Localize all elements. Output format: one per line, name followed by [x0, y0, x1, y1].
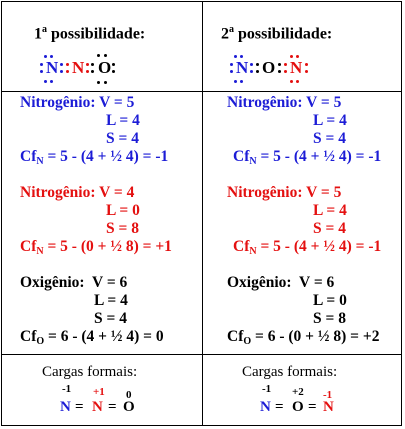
- left-title-number: 1: [34, 25, 42, 43]
- right-lewis-structure: [230, 58, 330, 82]
- left-o-formal-charge: [20, 328, 164, 351]
- left-formal-charges-structure: [60, 383, 150, 419]
- left-charge-n1: -1: [62, 383, 72, 395]
- cf-label: Cf: [233, 238, 250, 255]
- cf-label: Cf: [227, 328, 244, 345]
- cf-sub: N: [249, 156, 257, 167]
- left-charge-o: 0: [126, 389, 132, 401]
- cf-label: Cf: [233, 148, 250, 165]
- cf-label: Cf: [20, 238, 37, 255]
- right-n2-shared: S = 4: [313, 220, 346, 237]
- cf-expr: = 5 - (4 + ½ 4) = -1: [256, 148, 382, 165]
- right-n2-valence: Nitrogênio: V = 5: [227, 184, 342, 201]
- right-charge-n2: -1: [323, 389, 333, 401]
- row-divider-formal-charges: [2, 354, 401, 355]
- left-fc-bond1: =: [75, 399, 84, 415]
- right-title-text: possibilidade:: [234, 25, 333, 43]
- left-n2-valence: Nitrogênio: V = 4: [20, 184, 135, 201]
- right-fc-atom-n2: N: [323, 399, 334, 415]
- right-n2-formal-charge: [233, 238, 381, 261]
- cf-expr: = 5 - (4 + ½ 4) = -1: [43, 148, 169, 165]
- left-o-lone: L = 4: [94, 292, 128, 309]
- right-atom-n1: N: [236, 58, 249, 77]
- right-fc-bond1: =: [275, 399, 284, 415]
- left-title-text: possibilidade:: [47, 25, 146, 43]
- right-n1-shared: S = 4: [313, 130, 346, 147]
- right-n1-formal-charge: [233, 148, 381, 171]
- cf-sub: O: [36, 336, 45, 347]
- left-n2-formal-charge: [20, 238, 172, 261]
- cf-sub: N: [249, 246, 257, 257]
- left-n1-valence: Nitrogênio: V = 5: [20, 94, 135, 111]
- right-n1-valence: Nitrogênio: V = 5: [227, 94, 342, 111]
- left-fc-bond2: =: [108, 399, 117, 415]
- left-fc-atom-o: O: [123, 399, 135, 415]
- left-n2-lone: L = 0: [106, 202, 140, 219]
- left-n2-shared: S = 8: [106, 220, 139, 237]
- left-atom-n1: N: [46, 58, 59, 77]
- left-formal-charges-title: Cargas formais:: [42, 364, 138, 380]
- cf-expr: = 6 - (0 + ½ 8) = +2: [251, 328, 380, 345]
- left-n1-shared: S = 4: [106, 130, 139, 147]
- left-fc-atom-n2: N: [92, 399, 103, 415]
- left-charge-n2: +1: [93, 386, 105, 398]
- cf-sub: N: [36, 246, 44, 257]
- right-title: [221, 24, 332, 43]
- left-o-valence: Oxigênio: V = 6: [20, 274, 128, 291]
- left-atom-o: O: [98, 58, 112, 77]
- cf-label: Cf: [20, 328, 37, 345]
- right-formal-charges-title: Cargas formais:: [242, 364, 338, 380]
- left-title-sup: a: [42, 24, 47, 35]
- right-charge-n1: -1: [262, 383, 272, 395]
- cf-sub: N: [36, 156, 44, 167]
- comparison-table: [1, 1, 402, 426]
- right-fc-bond2: =: [308, 399, 317, 415]
- left-n1-formal-charge: [20, 148, 168, 171]
- cf-expr: = 5 - (0 + ½ 8) = +1: [43, 238, 172, 255]
- column-divider: [202, 2, 203, 425]
- right-o-formal-charge: [227, 328, 379, 351]
- left-title: [34, 24, 145, 43]
- left-o-shared: S = 4: [94, 310, 127, 327]
- left-n1-lone: L = 4: [106, 112, 140, 129]
- right-atom-o: O: [262, 58, 276, 77]
- left-atom-n2: N: [72, 58, 85, 77]
- row-divider-header: [2, 91, 401, 92]
- cf-expr: = 6 - (4 + ½ 4) = 0: [44, 328, 164, 345]
- right-o-valence: Oxigênio: V = 6: [227, 274, 335, 291]
- right-formal-charges-structure: [260, 383, 350, 419]
- right-title-number: 2: [221, 25, 229, 43]
- right-fc-atom-n1: N: [260, 399, 271, 415]
- left-lewis-structure: [40, 58, 140, 82]
- right-charge-o: +2: [292, 386, 304, 398]
- right-fc-atom-o: O: [292, 399, 304, 415]
- right-n2-lone: L = 4: [313, 202, 347, 219]
- right-atom-n2: N: [290, 58, 303, 77]
- cf-sub: O: [243, 336, 252, 347]
- right-o-shared: S = 8: [313, 310, 346, 327]
- cf-label: Cf: [20, 148, 37, 165]
- right-title-sup: a: [229, 24, 234, 35]
- left-fc-atom-n1: N: [60, 399, 71, 415]
- right-n1-lone: L = 4: [313, 112, 347, 129]
- right-o-lone: L = 0: [313, 292, 347, 309]
- cf-expr: = 5 - (4 + ½ 4) = -1: [256, 238, 382, 255]
